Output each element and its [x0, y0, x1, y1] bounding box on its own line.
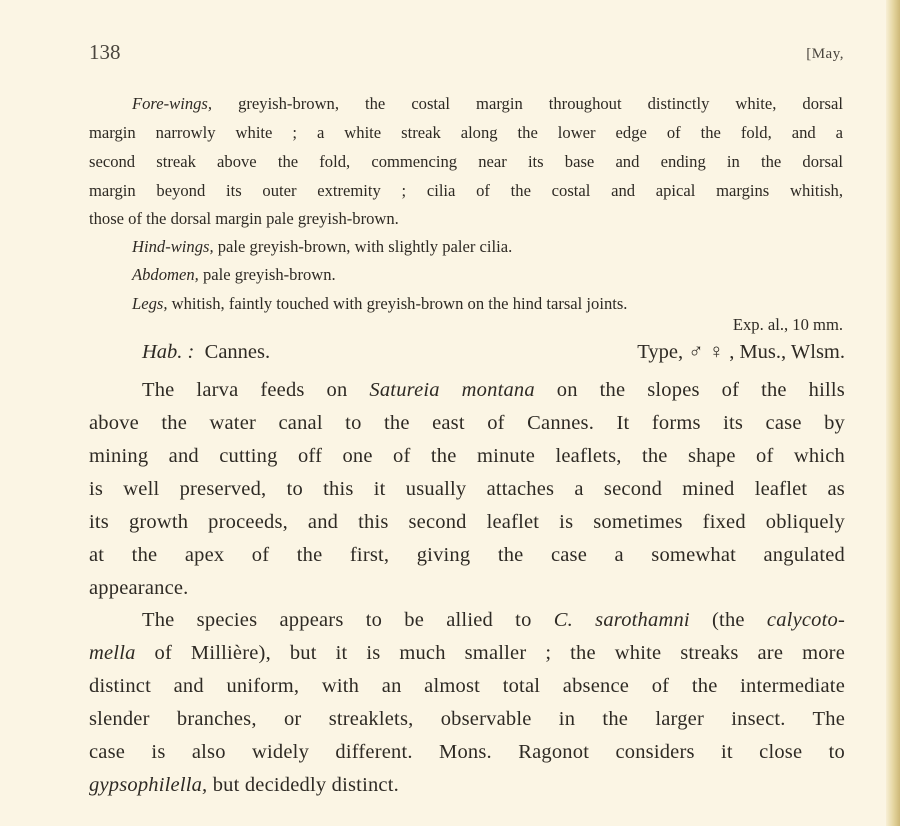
- hindwings-text: pale greyish-brown, with slightly paler cilia.: [217, 237, 513, 256]
- legs-label: Legs,: [132, 294, 168, 313]
- habitat-place: Cannes.: [204, 341, 271, 363]
- paragraph-line: is well preserved, to this it usually attaches a second mined leaflet as: [89, 478, 845, 500]
- forewings-line: margin beyond its outer extremity ; cilia of the costal and apical margins whitish,: [89, 181, 843, 200]
- hindwings-label: Hind-wings,: [132, 237, 214, 256]
- species-name: calycoto-: [766, 609, 845, 631]
- paragraph-line: distinct and uniform, with an almost total absence of the intermediate: [89, 675, 845, 697]
- paragraph-line: slender branches, or streaklets, observable in the larger insect. The: [89, 708, 845, 730]
- page-header: [89, 40, 844, 70]
- species-name: mella: [89, 642, 136, 664]
- paragraph-line: its growth proceeds, and this second leaflet is sometimes fixed obliquely: [89, 511, 845, 533]
- plant-name: Satureia montana: [369, 379, 535, 401]
- type-specimen: Type, ♂ ♀ , Mus., Wlsm.: [637, 341, 845, 363]
- expanse: Exp. al., 10 mm.: [732, 315, 843, 334]
- paragraph-line: at the apex of the first, giving the case a somewhat angulated: [89, 544, 845, 566]
- paragraph-line: above the water canal to the east of Cannes. It forms its case by: [89, 412, 845, 434]
- species-name: gypsophilella,: [89, 774, 208, 796]
- forewings-line: those of the dorsal margin pale greyish-brown.: [89, 209, 399, 228]
- abdomen-line: [132, 263, 843, 286]
- abdomen-label: Abdomen,: [132, 265, 199, 284]
- legs-text: whitish, faintly touched with greyish-brown on the hind tarsal joints.: [171, 294, 628, 313]
- forewings-line: second streak above the fold, commencing near its base and ending in the dorsal: [89, 152, 843, 171]
- paragraph-line: mella of Millière), but it is much smaller ; the white streaks are more: [89, 642, 845, 664]
- paragraph-line: gypsophilella, but decidedly distinct.: [89, 774, 399, 796]
- habitat-line: [142, 341, 845, 371]
- paragraph-line: The larva feeds on Satureia montana on the slopes of the hills: [142, 379, 845, 401]
- legs-line: [132, 292, 843, 315]
- forewings-text: greyish-brown, the costal margin throughout distinctly white, dorsal: [238, 94, 843, 113]
- hindwings-line: [132, 235, 843, 258]
- paragraph-line: case is also widely different. Mons. Ragonot considers it close to: [89, 741, 845, 763]
- paragraph-line: The species appears to be allied to C. sarothamni (the calycoto-: [142, 609, 845, 631]
- running-head: [May,: [806, 46, 844, 62]
- species-name: C. sarothamni: [553, 609, 690, 631]
- habitat-label: Hab. :: [142, 341, 195, 363]
- paragraph-line: mining and cutting off one of the minute leaflets, the shape of which: [89, 445, 845, 467]
- paragraph-line: appearance.: [89, 577, 189, 599]
- forewings-label: Fore-wings,: [132, 94, 213, 113]
- abdomen-text: pale greyish-brown.: [202, 265, 336, 284]
- forewings-line: [132, 92, 843, 115]
- page-number: 138: [89, 40, 121, 64]
- forewings-line: margin narrowly white ; a white streak along the lower edge of the fold, and a: [89, 123, 843, 142]
- page-edge: [886, 0, 900, 826]
- habitat: [142, 341, 270, 364]
